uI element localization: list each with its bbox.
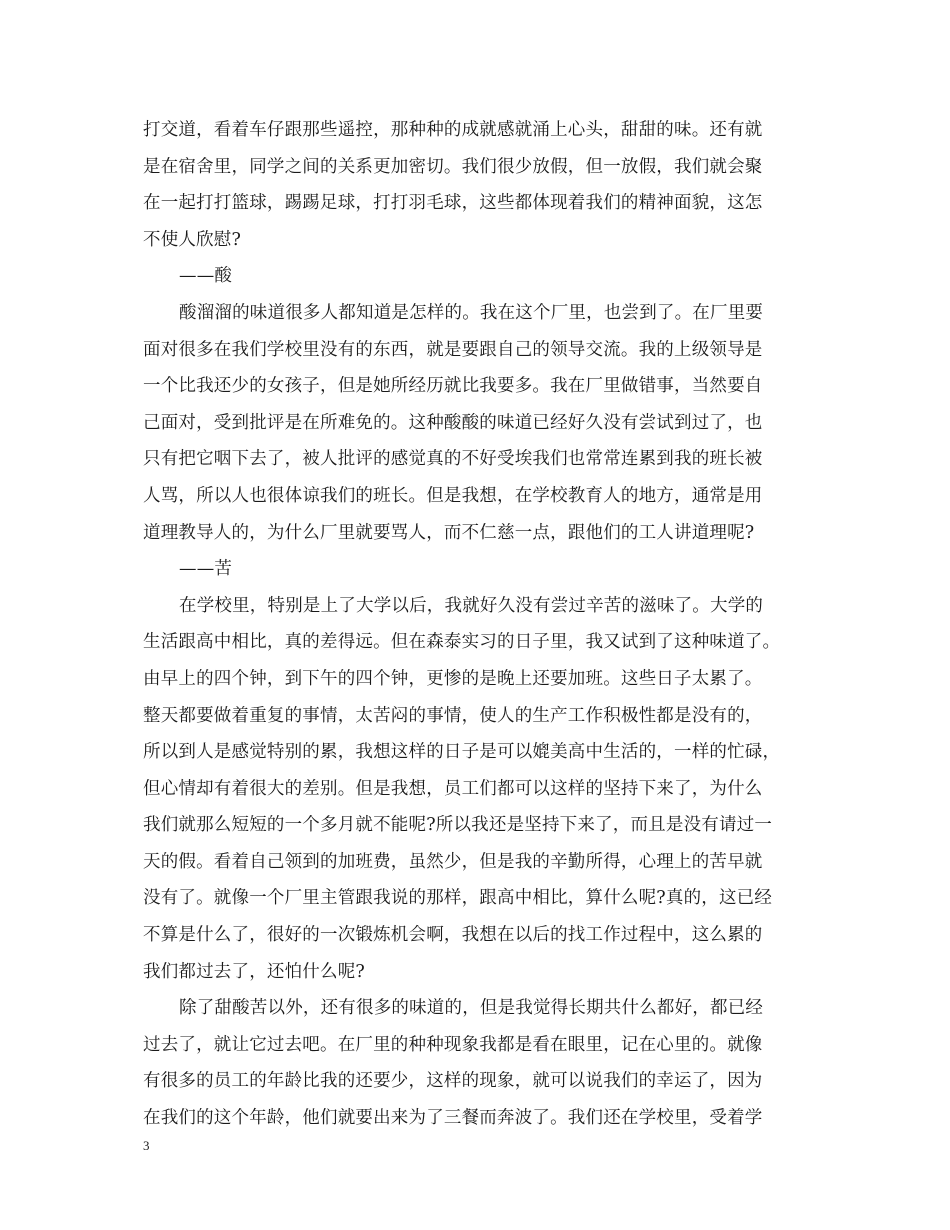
text-line: 一个比我还少的女孩子，但是她所经历就比我要多。我在厂里做错事，当然要自 (143, 376, 763, 397)
text-line: 所以到人是感觉特别的累，我想这样的日子是可以媲美高中生活的，一样的忙碌， (143, 742, 781, 763)
text-line: 道理教导人的，为什么厂里就要骂人，而不仁慈一点，跟他们的工人讲道理呢? (143, 522, 755, 543)
document-body (143, 112, 823, 1137)
text-line: 面对很多在我们学校里没有的东西，就是要跟自己的领导交流。我的上级领导是 (143, 339, 763, 360)
text-line: 酸溜溜的味道很多人都知道是怎样的。我在这个厂里，也尝到了。在厂里要 (179, 302, 764, 323)
text-line: 但心情却有着很大的差别。但是我想，员工们都可以这样的坚持下来了，为什么 (143, 778, 763, 799)
text-line: 己面对，受到批评是在所难免的。这种酸酸的味道已经好久没有尝试到过了，也 (143, 412, 763, 433)
text-line: 天的假。看着自己领到的加班费，虽然少，但是我的辛勤所得，心理上的苦早就 (143, 851, 763, 872)
text-line: 由早上的四个钟，到下午的四个钟，更惨的是晚上还要加班。这些日子太累了。 (143, 668, 763, 689)
text-line: 除了甜酸苦以外，还有很多的味道的，但是我觉得长期共什么都好，都已经 (179, 998, 764, 1019)
text-line: ——酸 (179, 266, 233, 287)
text-line: 在一起打打篮球，踢踢足球，打打羽毛球，这些都体现着我们的精神面貌，这怎 (143, 193, 763, 214)
text-line: 我们都过去了，还怕什么呢? (143, 961, 365, 982)
text-line: 我们就那么短短的一个多月就不能呢?所以我还是坚持下来了，而且是没有请过一 (143, 815, 773, 836)
text-line: ——苦 (179, 559, 233, 580)
text-line: 在我们的这个年龄，他们就要出来为了三餐而奔波了。我们还在学校里，受着学 (143, 1108, 763, 1129)
text-line: 在学校里，特别是上了大学以后，我就好久没有尝过辛苦的滋味了。大学的 (179, 595, 764, 616)
text-line: 只有把它咽下去了，被人批评的感觉真的不好受埃我们也常常连累到我的班长被 (143, 449, 763, 470)
text-line: 过去了，就让它过去吧。在厂里的种种现象我都是看在眼里，记在心里的。就像 (143, 1034, 763, 1055)
text-line: 没有了。就像一个厂里主管跟我说的那样，跟高中相比，算什么呢?真的，这已经 (143, 888, 773, 909)
text-line: 打交道，看着车仔跟那些遥控，那种种的成就感就涌上心头，甜甜的味。还有就 (143, 120, 763, 140)
text-line: 整天都要做着重复的事情，太苦闷的事情，使人的生产工作积极性都是没有的， (143, 705, 763, 726)
page-number: 3 (143, 1138, 150, 1153)
text-line: 生活跟高中相比，真的差得远。但在森泰实习的日子里，我又试到了这种味道了。 (143, 632, 781, 653)
text-line: 不算是什么了，很好的一次锻炼机会啊，我想在以后的找工作过程中，这么累的 (143, 925, 763, 946)
text-line: 有很多的员工的年龄比我的还要少，这样的现象，就可以说我们的幸运了，因为 (143, 1071, 763, 1092)
text-line: 是在宿舍里，同学之间的关系更加密切。我们很少放假，但一放假，我们就会聚 (143, 156, 763, 177)
text-line: 不使人欣慰? (143, 229, 242, 250)
text-line: 人骂，所以人也很体谅我们的班长。但是我想，在学校教育人的地方，通常是用 (143, 485, 763, 506)
